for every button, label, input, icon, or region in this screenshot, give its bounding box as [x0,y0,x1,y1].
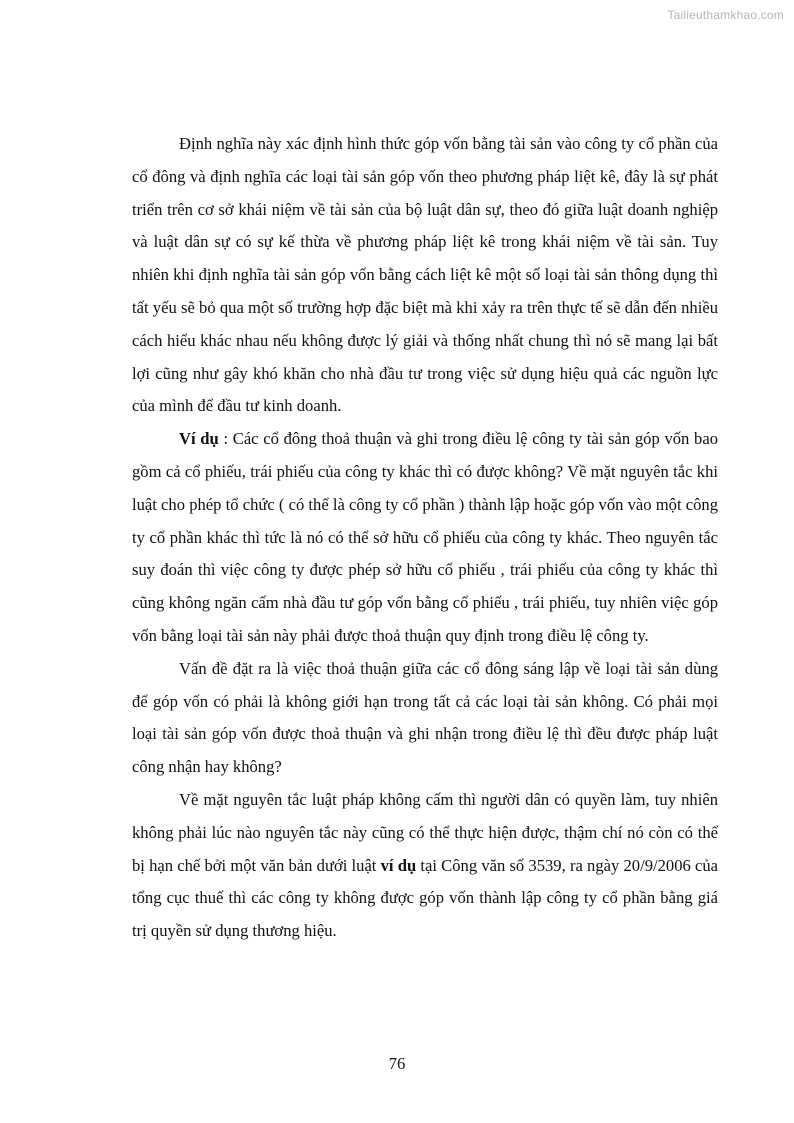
example-label: Ví dụ [179,429,219,449]
paragraph-2 [132,423,718,653]
page-number: 76 [388,1054,406,1073]
example-emphasis: ví dụ [380,855,417,875]
page-body [132,128,718,948]
watermark-text: Tailieuthamkhao.com [667,8,784,22]
paragraph-3-text: Vấn đề đặt ra là việc thoả thuận giữa các cổ đông sáng lập về loại tài sản dùng để góp vốn có phải là không giới hạn trong tất cả các loại tài sản không. Có phải mọi loại tài sản góp vốn được thoả thuận và ghi nhận trong điều lệ thì đều được pháp luật công nhận hay không? [132,658,718,777]
paragraph-1 [132,128,718,423]
paragraph-1-text: Định nghĩa này xác định hình thức góp vốn bằng tài sản vào công ty cổ phần của cổ đông và định nghĩa các loại tài sản góp vốn theo phương pháp liệt kê, đây là sự phát triển trên cơ sở khái niệm về tài sản của bộ luật dân sự, theo đó giữa luật doanh nghiệp và luật dân sự có sự kế thừa về phương pháp liệt kê trong khái niệm về tài sản. Tuy nhiên khi định nghĩa tài sản góp vốn bằng cách liệt kê một số loại tài sản thông dụng thì tất yếu sẽ bỏ qua một số trường hợp đặc biệt mà khi xảy ra trên thực tế sẽ dẫn đến nhiều cách hiểu khác nhau nếu không được lý giải và thống nhất chung thì nó sẽ mang lại bất lợi cũng như gây khó khăn cho nhà đầu tư trong việc sử dụng hiệu quả các nguồn lực của mình để đầu tư kinh doanh. [132,134,718,416]
paragraph-4-text-after: tại Công văn số 3539, ra ngày 20/9/2006 của tổng cục thuế thì các công ty không được góp vốn thành lập công ty cổ phần bằng giá trị quyền sử dụng thương hiệu. [132,855,719,941]
paragraph-3 [132,653,718,784]
paragraph-2-text: : Các cổ đông thoả thuận và ghi trong điều lệ công ty tài sản góp vốn bao gồm cả cổ phiếu, trái phiếu của công ty khác thì có được không? Về mặt nguyên tắc khi luật cho phép tổ chức ( có thể là công ty cổ phần ) thành lập hoặc góp vốn vào một công ty cổ phần khác thì tức là nó có thể sở hữu cổ phiếu của công ty khác. Theo nguyên tắc suy đoán thì việc công ty được phép sở hữu cổ phiếu , trái phiếu của công ty khác thì cũng không ngăn cấm nhà đầu tư góp vốn bằng cổ phiếu , trái phiếu, tuy nhiên việc góp vốn bằng loại tài sản này phải được thoả thuận quy định trong điều lệ công ty. [132,429,718,645]
paragraph-4-text-before: Về mặt nguyên tắc luật pháp không cấm thì người dân có quyền làm, tuy nhiên không phải lúc nào nguyên tắc này cũng có thể thực hiện được, thậm chí nó còn có thể bị hạn chế bởi một văn bản dưới luật [132,789,718,875]
paragraph-4 [132,784,718,948]
